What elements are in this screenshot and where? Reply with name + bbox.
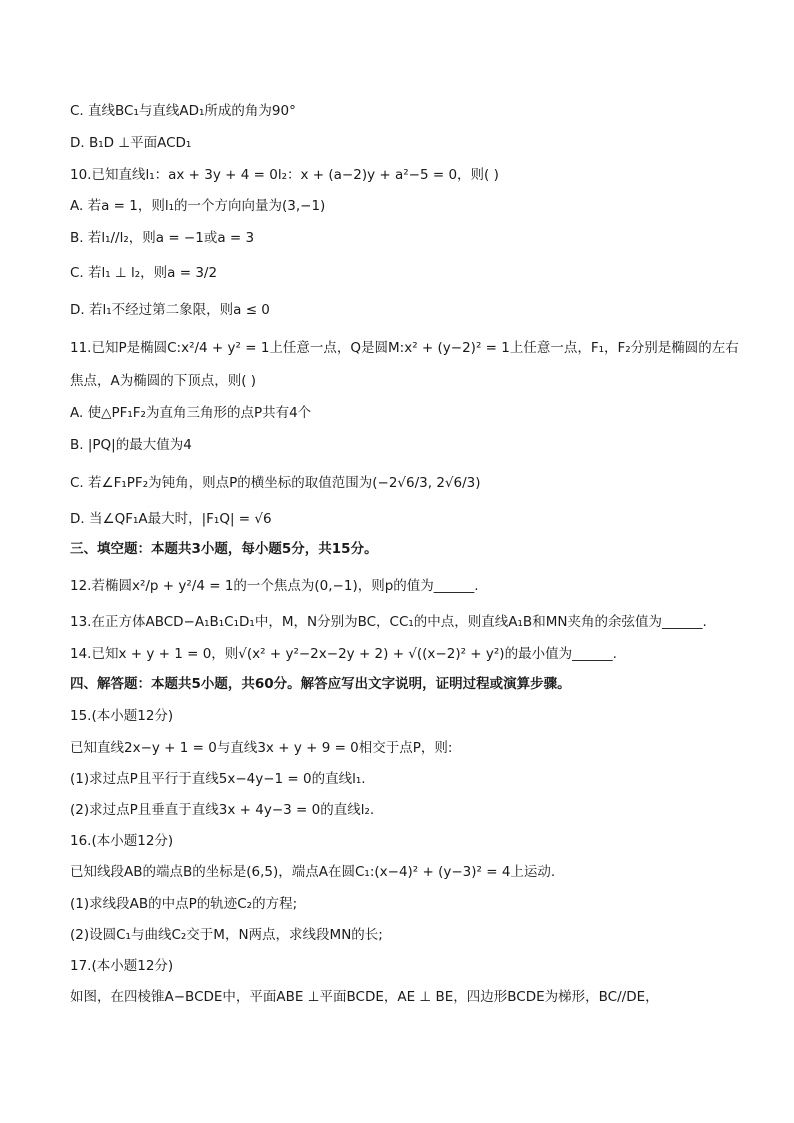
option-11a: A. 使△PF₁F₂为直角三角形的点P共有4个: [70, 405, 312, 421]
section-4-heading: 四、解答题：本题共5小题，共60分。解答应写出文字说明，证明过程或演算步骤。: [70, 676, 571, 692]
question-12: 12.若椭圆x²/p + y²/4 = 1的一个焦点为(0,−1)，则p的值为______.: [70, 578, 479, 594]
option-9d: D. B₁D ⊥平面ACD₁: [70, 135, 192, 151]
option-11c: C. 若∠F₁PF₂为钝角，则点P的横坐标的取值范围为(−2√6/3, 2√6/3): [70, 475, 481, 491]
option-11b: B. |PQ|的最大值为4: [70, 437, 192, 453]
option-10a: A. 若a = 1，则l₁的一个方向向量为(3,−1): [70, 198, 326, 214]
option-10c: C. 若l₁ ⊥ l₂，则a = 3/2: [70, 265, 218, 281]
question-16-part2: (2)设圆C₁与曲线C₂交于M，N两点，求线段MN的长;: [70, 927, 383, 943]
option-11d: D. 当∠QF₁A最大时，|F₁Q| = √6: [70, 511, 272, 527]
question-11-cont: 焦点，A为椭圆的下顶点，则( ): [70, 373, 257, 389]
option-9c: C. 直线BC₁与直线AD₁所成的角为90°: [70, 103, 296, 119]
question-15: 15.(本小题12分): [70, 708, 174, 724]
question-16-part1: (1)求线段AB的中点P的轨迹C₂的方程;: [70, 896, 298, 912]
question-16-stem: 已知线段AB的端点B的坐标是(6,5)，端点A在圆C₁:(x−4)² + (y−3)² = 4上运动.: [70, 864, 556, 880]
option-10b: B. 若l₁//l₂，则a = −1或a = 3: [70, 230, 255, 246]
question-10: 10.已知直线l₁：ax + 3y + 4 = 0l₂：x + (a−2)y + a²−5 = 0，则( ): [70, 167, 499, 183]
section-3-heading: 三、填空题：本题共3小题，每小题5分，共15分。: [70, 541, 378, 557]
question-16: 16.(本小题12分): [70, 833, 174, 849]
question-15-stem: 已知直线2x−y + 1 = 0与直线3x + y + 9 = 0相交于点P，则:: [70, 740, 453, 756]
question-15-part2: (2)求过点P且垂直于直线3x + 4y−3 = 0的直线l₂.: [70, 802, 375, 818]
question-15-part1: (1)求过点P且平行于直线5x−4y−1 = 0的直线l₁.: [70, 771, 366, 787]
question-17: 17.(本小题12分): [70, 958, 174, 974]
question-17-stem: 如图，在四棱锥A−BCDE中，平面ABE ⊥平面BCDE，AE ⊥ BE，四边形BCDE为梯形，BC//DE，: [70, 989, 659, 1005]
question-13: 13.在正方体ABCD−A₁B₁C₁D₁中，M，N分别为BC，CC₁的中点，则直线A₁B和MN夹角的余弦值为______.: [70, 614, 707, 630]
question-14: 14.已知x + y + 1 = 0，则√(x² + y²−2x−2y + 2) + √((x−2)² + y²)的最小值为______.: [70, 646, 617, 662]
question-11: 11.已知P是椭圆C:x²/4 + y² = 1上任意一点，Q是圆M:x² + (y−2)² = 1上任意一点，F₁，F₂分别是椭圆的左右: [70, 340, 739, 356]
option-10d: D. 若l₁不经过第二象限，则a ≤ 0: [70, 302, 270, 318]
